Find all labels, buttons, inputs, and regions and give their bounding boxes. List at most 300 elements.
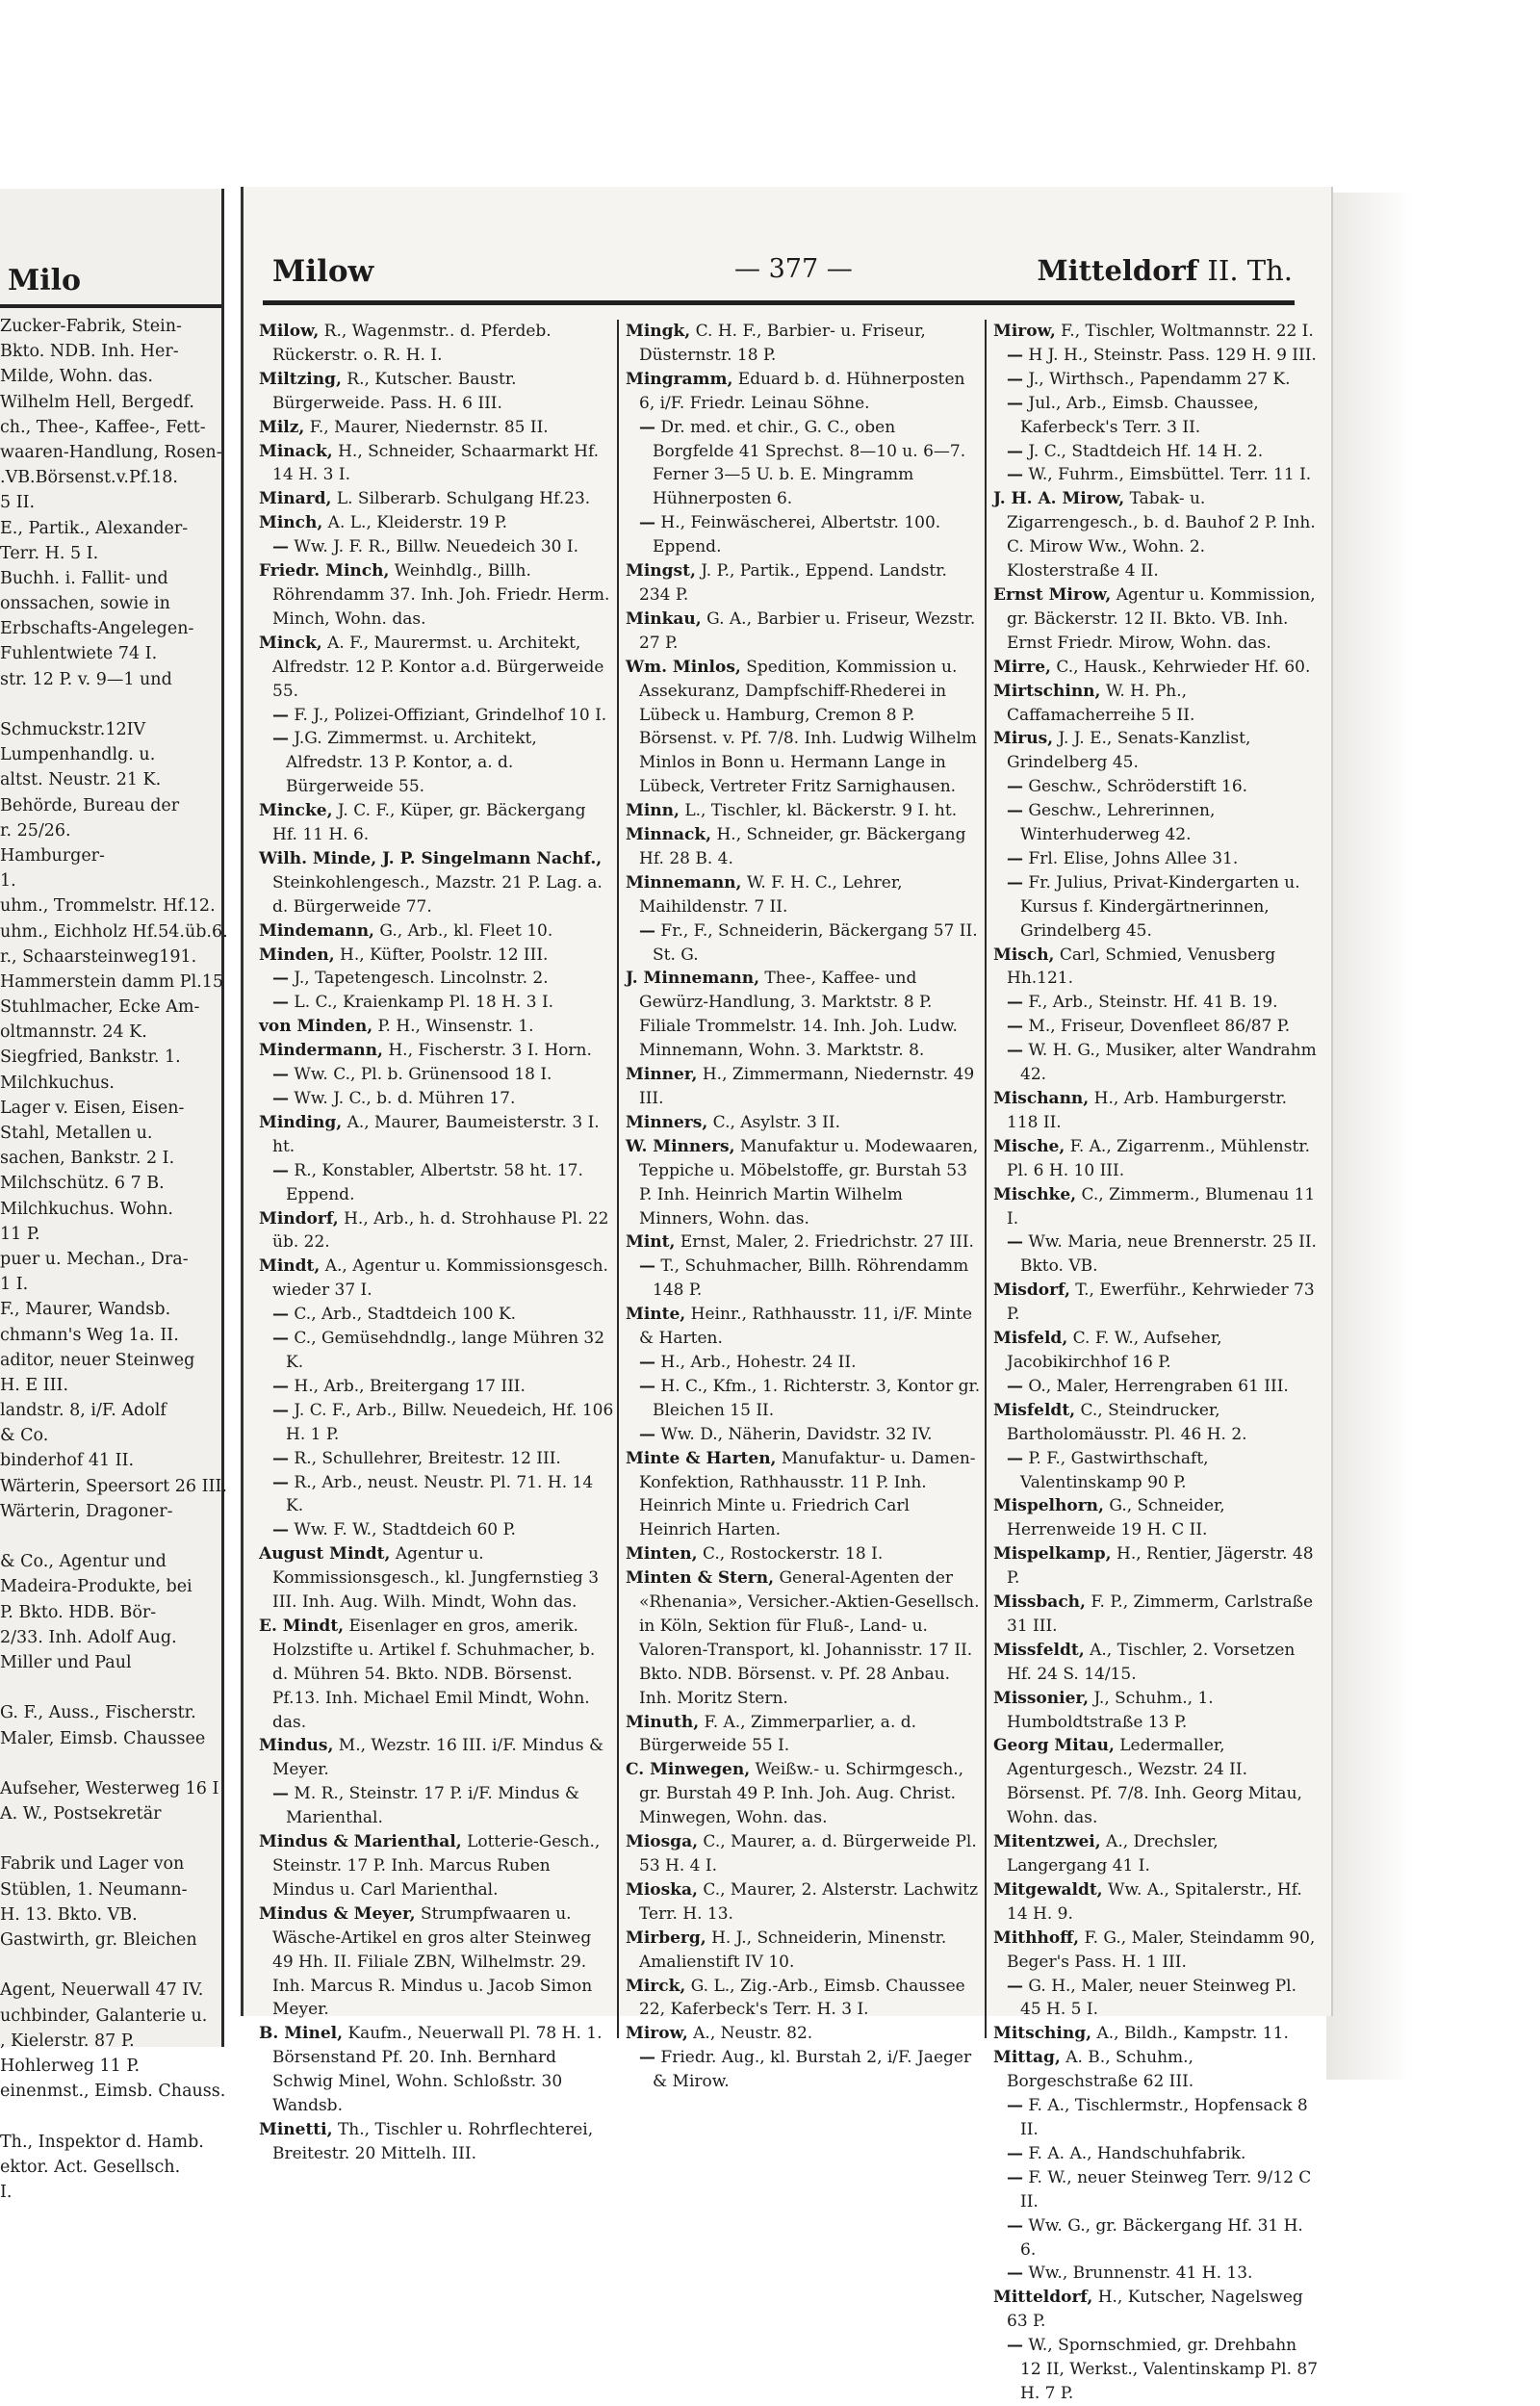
entry-details: C., Asylstr. 3 II. (712, 1112, 841, 1132)
directory-entry (991, 1687, 1319, 1735)
header-first-name: Milow (272, 254, 374, 289)
directory-entry (624, 1135, 982, 1231)
entry-details: G. A., Barbier u. Friseur, Wezstr. 27 P. (639, 608, 976, 653)
entry-details: Th., Tischler u. Rohrflechterei, Breitestr. 20 Mittelh. III. (272, 2119, 594, 2163)
previous-page-line: landstr. 8, i/F. Adolf (0, 1401, 167, 1421)
directory-entry (257, 1375, 615, 1399)
previous-page-line: & Co. (0, 1426, 49, 1446)
entry-name: — (639, 417, 655, 437)
entry-details: Heinr., Rathhausstr. 11, i/F. Minte & Harten. (639, 1305, 973, 1349)
entry-name: — (272, 1448, 289, 1468)
entry-details: Weinhdlg., Billh. Röhrendamm 37. Inh. Joh. Friedr. Herm. Minch, Wohn. das. (272, 561, 610, 629)
entry-details: H., Arb., h. d. Strohhause Pl. 22 üb. 22. (272, 1208, 609, 1253)
entry-details: Manufaktur- u. Damen-Konfektion, Rathhausstr. 11 P. Inh. Heinrich Minte u. Friedrich Carl Heinrich Harten. (639, 1448, 976, 1540)
entry-details: C., Maurer, a. d. Bürgerweide Pl. 53 H. 4 I. (639, 1832, 977, 1876)
previous-page-line (0, 2104, 231, 2129)
directory-entry (257, 967, 615, 991)
entry-details: H. J., Schneiderin, Minenstr. Amalienstift IV 10. (639, 1927, 947, 1972)
entry-details: H., Schneider, gr. Bäckergang Hf. 28 B. 4. (639, 825, 966, 868)
entry-name: Minack, (259, 441, 333, 461)
previous-page-line: Behörde, Bureau der (0, 795, 180, 815)
directory-entry (624, 919, 982, 968)
entry-name: — (1007, 441, 1023, 461)
entry-details: H., Kutscher, Nagelsweg 63 P. (1007, 2288, 1303, 2332)
directory-entry (624, 1255, 982, 1303)
entry-name: Ernst Mirow, (993, 584, 1112, 605)
entry-details: A., Maurer, Baumeisterstr. 3 I. ht. (272, 1112, 600, 1156)
entry-details: H., Arb. Hamburgerstr. 118 II. (1007, 1089, 1288, 1132)
entry-name: Minden, (259, 944, 335, 965)
entry-details: Ww. G., gr. Bäckergang Hf. 31 H. 6. (1020, 2215, 1303, 2260)
previous-page-line: F., Maurer, Wandsb. (0, 1300, 171, 1320)
previous-page-line (0, 692, 231, 717)
previous-page-line: Fabrik und Lager von (0, 1854, 185, 1875)
entry-details: Steinkohlengesch., Mazstr. 21 P. Lag. a. d. Bürgerweide 77. (272, 872, 603, 917)
entry-name: J. Minnemann, (626, 969, 760, 989)
previous-page-line: Milchkuchus. (0, 1073, 115, 1093)
directory-entry (624, 967, 982, 1063)
entry-details: Dr. med. et chir., G. C., oben Borgfelde 41 Sprechst. 8—10 u. 6—7. Ferner 3—5 U. b. E. Mingramm Hühnerposten 6. (653, 417, 966, 509)
entry-name: Misfeld, (993, 1329, 1068, 1349)
directory-entry (624, 1063, 982, 1111)
entry-details: Ernst, Maler, 2. Friedrichstr. 27 III. (680, 1232, 974, 1253)
previous-page-line: 5 II. (0, 493, 36, 513)
entry-details: F. G., Maler, Steindamm 90, Beger's Pass. H. 1 III. (1007, 1927, 1316, 1972)
entry-name: — (272, 705, 289, 725)
directory-entry (991, 1039, 1319, 1087)
directory-entry (991, 1591, 1319, 1639)
column-1 (257, 320, 615, 2166)
directory-entry (257, 1782, 615, 1830)
entry-details: H., Arb., Hohestr. 24 II. (660, 1352, 857, 1372)
previous-page-line: oltmannstr. 24 K. (0, 1022, 147, 1043)
entry-details: C., Hausk., Kehrwieder Hf. 60. (1056, 657, 1311, 677)
previous-page-line: I. (0, 2182, 13, 2202)
previous-page-line: Erbschafts-Angelegen- (0, 619, 194, 639)
entry-name: — (272, 1160, 289, 1180)
entry-details: O., Maler, Herrengraben 61 III. (1028, 1376, 1289, 1396)
directory-entry (257, 727, 615, 799)
column-divider (617, 320, 619, 2038)
entry-name: — (1007, 848, 1023, 868)
directory-entry (624, 320, 982, 368)
entry-details: J., Schuhm., 1. Humboldtstraße 13 P. (1007, 1688, 1214, 1732)
entry-name: — (639, 513, 655, 533)
directory-entry (257, 991, 615, 1015)
entry-name: Minnack, (626, 825, 712, 845)
entry-details: W. H. G., Musiker, alter Wandrahm 42. (1020, 1041, 1317, 1085)
column-2 (624, 320, 982, 2094)
entry-name: Minard, (259, 489, 332, 509)
column-divider (985, 320, 987, 2038)
entry-details: Ledermaller, Agenturgesch., Wezstr. 24 II. Börsenst. Pf. 7/8. Inh. Georg Mitau, Wohn. das. (1007, 1736, 1302, 1828)
entry-details: Ww. A., Spitalerstr., Hf. 14 H. 9. (1007, 1879, 1302, 1924)
entry-name: Mirow, (626, 2024, 688, 2044)
entry-name: Milz, (259, 417, 305, 437)
directory-entry (257, 1615, 615, 1735)
previous-page-line: Wärterin, Dragoner- (0, 1501, 173, 1521)
previous-page-line: 1. (0, 871, 16, 892)
previous-page-line: P. Bkto. HDB. Bör- (0, 1602, 157, 1622)
entry-details: Eduard b. d. Hühnerposten 6, i/F. Friedr. Leinau Söhne. (639, 369, 965, 413)
directory-entry (257, 1830, 615, 1902)
directory-entry (991, 1447, 1319, 1495)
entry-details: Manufaktur u. Modewaaren, Teppiche u. Möbelstoffe, gr. Burstah 53 P. Inh. Heinrich Martin Wilhelm Minners, Wohn. das. (639, 1136, 979, 1229)
directory-entry (991, 1230, 1319, 1279)
entry-details: Friedr. Aug., kl. Burstah 2, i/F. Jaeger & Mirow. (653, 2048, 972, 2092)
entry-details: Thee-, Kaffee- und Gewürz-Handlung, 3. Marktstr. 8 P. Filiale Trommelstr. 14. Inh. Joh. Ludw. Minnemann, Wohn. 3. Marktstr. 8. (639, 969, 958, 1061)
entry-name: Mingk, (626, 322, 691, 341)
entry-name: Minner, (626, 1065, 698, 1085)
directory-entry (991, 680, 1319, 728)
entry-details: C., Gemüsehdndlg., lange Mühren 32 K. (286, 1329, 605, 1372)
directory-entry (624, 608, 982, 656)
directory-entry (257, 1063, 615, 1087)
directory-entry (624, 823, 982, 871)
page-edge (1326, 193, 1413, 2080)
entry-details: Strumpfwaaren u. Wäsche-Artikel en gros alter Steinweg 49 Hh. II. Filiale ZBN, Wilhelmstr. 29. Inh. Marcus R. Mindus u. Jacob Simon Meyer. (272, 1903, 593, 2020)
directory-page (241, 187, 1331, 2403)
entry-name: Mirck, (626, 1976, 686, 1996)
entry-name: Mirberg, (626, 1927, 706, 1948)
page-number: — 377 — (734, 254, 853, 284)
entry-details: C., Steindrucker, Bartholomäusstr. Pl. 46 H. 2. (1007, 1400, 1247, 1444)
entry-details: Ww., Brunnenstr. 41 H. 13. (1028, 2264, 1253, 2284)
directory-entry (257, 1542, 615, 1615)
entry-name: — (1007, 993, 1023, 1013)
entry-name: B. Minel, (259, 2024, 344, 2044)
entry-name: Mispelhorn, (993, 1496, 1104, 1516)
entry-name: Mitteldorf, (993, 2288, 1093, 2308)
entry-name: Mirtschinn, (993, 681, 1101, 701)
directory-entry (624, 1711, 982, 1759)
directory-entry (257, 1303, 615, 1327)
entry-details: M., Friseur, Dovenfleet 86/87 P. (1028, 1017, 1291, 1037)
header-last-name (1038, 254, 1293, 287)
previous-page-line: A. W., Postsekretär (0, 1804, 162, 1824)
entry-name: August Mindt, (259, 1544, 391, 1565)
entry-name: Minuth, (626, 1712, 700, 1732)
directory-entry (991, 1975, 1319, 2023)
entry-name: Miosga, (626, 1832, 699, 1852)
entry-details: Fr., F., Schneiderin, Bäckergang 57 II. St. G. (653, 920, 978, 965)
directory-entry (257, 511, 615, 535)
directory-entry (991, 727, 1319, 775)
entry-name: Mindus & Meyer, (259, 1903, 416, 1924)
entry-name: — (272, 1065, 289, 1085)
entry-name: — (1007, 801, 1023, 821)
entry-details: J. C., Stadtdeich Hf. 14 H. 2. (1028, 441, 1264, 461)
entry-name: — (1007, 1041, 1023, 1061)
previous-page-line: H. 13. Bkto. VB. (0, 1904, 138, 1925)
previous-page-line: Wilhelm Hell, Bergedf. (0, 392, 194, 412)
entry-name: Wm. Minlos, (626, 657, 741, 677)
previous-page-line: einenmst., Eimsb. Chauss. (0, 2082, 226, 2102)
entry-name: Mindemann, (259, 920, 374, 941)
entry-name: Misdorf, (993, 1281, 1070, 1301)
entry-name: E. Mindt, (259, 1616, 345, 1636)
entry-name: Mincke, (259, 801, 333, 821)
previous-page-line: ch., Thee-, Kaffee-, Fett- (0, 417, 206, 437)
entry-details: R., Schullehrer, Breitestr. 12 III. (294, 1448, 561, 1468)
entry-name: — (1007, 1017, 1023, 1037)
directory-entry (991, 463, 1319, 487)
entry-details: General-Agenten der «Rhenania», Versicher.-Aktien-Gesellsch. in Köln, Sektion für Fluß-, Land- u. Valoren-Transport, kl. Johannisstr. 17 II. Bkto. NDB. Börsenst. v. Pf. 28 Anbau. Inh. Moritz Stern. (639, 1568, 980, 1708)
previous-page-line: Milchschütz. 6 7 B. (0, 1174, 165, 1194)
previous-page-line: Milchkuchus. Wohn. (0, 1199, 173, 1219)
previous-page-line: Stüblen, 1. Neumann- (0, 1879, 188, 1900)
entry-name: Minnemann, (626, 872, 742, 893)
entry-name: Miltzing, (259, 369, 342, 389)
entry-name: Mischke, (993, 1184, 1077, 1204)
entry-name: — (1007, 2264, 1023, 2284)
directory-entry (991, 440, 1319, 464)
previous-page-line: , Kielerstr. 87 P. (0, 2031, 135, 2051)
directory-entry (624, 416, 982, 512)
directory-entry (257, 1015, 615, 1039)
directory-entry (991, 2286, 1319, 2334)
entry-name: — (1007, 1448, 1023, 1468)
entry-name: Mindermann, (259, 1041, 383, 1061)
directory-entry (257, 1255, 615, 1303)
directory-entry (991, 2166, 1319, 2214)
entry-name: — (1007, 465, 1023, 485)
entry-details: Ww. J. F. R., Billw. Neuedeich 30 I. (294, 537, 578, 557)
entry-name: Georg Mitau, (993, 1736, 1115, 1756)
entry-details: Carl, Schmied, Venusberg Hh.121. (1007, 944, 1276, 989)
directory-entry (991, 368, 1319, 392)
entry-details: J.G. Zimmermst. u. Architekt, Alfredstr. 13 P. Kontor, a. d. Bürgerweide 55. (286, 729, 537, 797)
entry-name: — (272, 1305, 289, 1325)
previous-page-line (0, 1524, 231, 1549)
entry-details: F. P., Zimmerm, Carlstraße 31 III. (1007, 1592, 1314, 1636)
entry-details: A., Neustr. 82. (693, 2024, 813, 2044)
previous-page-line: 11 P. (0, 1224, 40, 1244)
entry-details: J., Tapetengesch. Lincolnstr. 2. (294, 969, 549, 989)
entry-details: Tabak- u. Zigarrengesch., b. d. Bauhof 2 P. Inh. C. Mirow Ww., Wohn. 2. Klosterstraße 4 II. (1007, 489, 1316, 582)
directory-entry (991, 1399, 1319, 1447)
entry-details: Agentur u. Kommissionsgesch., kl. Jungfernstieg 3 III. Inh. Aug. Wilh. Mindt, Wohn das. (272, 1544, 600, 1613)
entry-name: Mirre, (993, 657, 1051, 677)
previous-page-line: Hamburger- (0, 845, 105, 866)
directory-entry (257, 632, 615, 704)
entry-name: — (1007, 1376, 1023, 1396)
entry-name: — (1007, 872, 1023, 893)
entry-details: C., Zimmerm., Blumenau 11 I. (1007, 1184, 1316, 1229)
entry-name: Minners, (626, 1112, 708, 1132)
directory-entry (624, 1542, 982, 1566)
directory-entry (624, 1830, 982, 1878)
entry-name: — (272, 969, 289, 989)
entry-name: — (272, 1376, 289, 1396)
entry-details: M., Wezstr. 16 III. i/F. Mindus & Meyer. (272, 1736, 604, 1780)
entry-name: Mischann, (993, 1089, 1090, 1108)
entry-name: — (1007, 369, 1023, 389)
directory-entry (991, 775, 1319, 799)
directory-entry (991, 1830, 1319, 1878)
previous-page-line: Stuhlmacher, Ecke Am- (0, 997, 200, 1018)
entry-name: — (272, 993, 289, 1013)
entry-name: Mindus & Marienthal, (259, 1832, 462, 1852)
previous-page-fragment (0, 189, 228, 2202)
directory-entry (624, 2022, 982, 2046)
directory-entry (991, 1927, 1319, 1975)
previous-page-rule (0, 304, 221, 308)
directory-entry (257, 1327, 615, 1375)
previous-page-line: Terr. H. 5 I. (0, 543, 99, 563)
directory-entry (991, 656, 1319, 680)
previous-page-line: Maler, Eimsb. Chaussee (0, 1728, 206, 1748)
entry-name: — (272, 1472, 289, 1492)
entry-name: Minch, (259, 513, 323, 533)
directory-entry (257, 1207, 615, 1255)
entry-name: — (272, 1784, 289, 1804)
entry-details: A. B., Schuhm., Borgeschstraße 62 III. (1007, 2048, 1194, 2092)
entry-details: A., Drechsler, Langergang 41 I. (1007, 1832, 1219, 1876)
directory-entry (257, 1734, 615, 1782)
previous-page-line: Schmuckstr.12IV (0, 720, 146, 739)
entry-details: J. J. E., Senats-Kanzlist, Grindelberg 45. (1007, 729, 1251, 773)
previous-page-line: chmann's Weg 1a. II. (0, 1325, 179, 1345)
entry-details: H., Arb., Breitergang 17 III. (294, 1376, 526, 1396)
entry-details: H., Zimmermann, Niedernstr. 49 III. (639, 1065, 975, 1108)
directory-entry (991, 944, 1319, 992)
entry-details: Frl. Elise, Johns Allee 31. (1028, 848, 1239, 868)
entry-name: — (1007, 1232, 1023, 1253)
directory-entry (257, 1471, 615, 1519)
directory-entry (991, 583, 1319, 656)
previous-page-line: Fuhlentwiete 74 I. (0, 644, 158, 664)
entry-details: G. H., Maler, neuer Steinweg Pl. 45 H. 5 I. (1020, 1976, 1296, 2020)
previous-page-line: 1 I. (0, 1275, 29, 1295)
entry-details: A. F., Maurermst. u. Architekt, Alfredstr. 12 P. Kontor a.d. Bürgerweide 55. (272, 633, 604, 701)
entry-details: P. F., Gastwirthschaft, Valentinskamp 90 P. (1020, 1448, 1209, 1492)
previous-page-line: Agent, Neuerwall 47 IV. (0, 1980, 204, 2001)
previous-page-line: G. F., Auss., Fischerstr. (0, 1703, 196, 1723)
entry-details: Ww. F. W., Stadtdeich 60 P. (294, 1520, 516, 1540)
directory-entry (991, 1087, 1319, 1135)
directory-entry (624, 871, 982, 919)
entry-details: W., Spornschmied, gr. Drehbahn 12 II, Werkst., Valentinskamp Pl. 87 H. 7 P. (1020, 2336, 1319, 2403)
entry-name: Mirow, (993, 322, 1056, 341)
directory-entry (624, 1230, 982, 1255)
entry-details: Ww. D., Näherin, Davidstr. 32 IV. (660, 1424, 933, 1444)
previous-page-line: r., Schaarsteinweg191. (0, 946, 197, 967)
entry-details: Weißw.- u. Schirmgesch., gr. Burstah 49 P. Inh. Joh. Aug. Christ. Minwegen, Wohn. das. (639, 1760, 964, 1828)
previous-page-line (0, 1826, 231, 1851)
directory-entry (991, 2094, 1319, 2142)
directory-entry (257, 1902, 615, 2023)
directory-entry (257, 1447, 615, 1471)
entry-details: F. A. A., Handschuhfabrik. (1028, 2143, 1246, 2163)
previous-page-line: Hohlerweg 11 P. (0, 2056, 141, 2076)
directory-entry (624, 656, 982, 799)
header-rule (263, 300, 1295, 305)
directory-entry (257, 847, 615, 919)
entry-name: Milow, (259, 322, 320, 341)
previous-page-line: 2/33. Inh. Adolf Aug. (0, 1627, 177, 1647)
entry-name: — (639, 1256, 655, 1277)
entry-name: J. H. A. Mirow, (993, 489, 1125, 509)
entry-details: L. Silberarb. Schulgang Hf.23. (336, 489, 591, 509)
entry-details: A., Tischler, 2. Vorsetzen Hf. 24 S. 14/15. (1007, 1640, 1296, 1684)
previous-page-line: Lumpenhandlg. u. (0, 745, 156, 765)
entry-details: H., Fischerstr. 3 I. Horn. (388, 1041, 592, 1061)
directory-entry (257, 1518, 615, 1542)
entry-details: P. H., Winsenstr. 1. (377, 1017, 534, 1037)
previous-page-line (0, 1751, 231, 1776)
directory-entry (624, 2046, 982, 2094)
entry-name: — (1007, 2167, 1023, 2187)
entry-name: Mispelkamp, (993, 1544, 1112, 1565)
directory-entry (624, 1758, 982, 1830)
entry-details: Eisenlager en gros, amerik. Holzstifte u. Artikel f. Schuhmacher, b. d. Mühren 54. Bkto. NDB. Börsenst. Pf.13. Inh. Michael Emil Mindt, Wohn. das. (272, 1616, 596, 1732)
directory-entry (257, 1399, 615, 1447)
entry-name: Missbach, (993, 1592, 1086, 1613)
directory-entry (624, 799, 982, 823)
entry-details: F., Maurer, Niedernstr. 85 II. (309, 417, 549, 437)
entry-name: Misfeldt, (993, 1400, 1076, 1420)
entry-details: F. W., neuer Steinweg Terr. 9/12 C II. (1020, 2167, 1312, 2212)
directory-entry (257, 320, 615, 368)
directory-entry (991, 847, 1319, 871)
directory-entry (991, 1015, 1319, 1039)
directory-entry (991, 2214, 1319, 2263)
entry-details: H., Feinwäscherei, Albertstr. 100. Eppend. (653, 513, 941, 557)
directory-entry (257, 2118, 615, 2166)
entry-name: Wilh. Minde, J. P. Singelmann Nachf., (259, 848, 603, 868)
entry-name: Mithhoff, (993, 1927, 1080, 1948)
directory-entry (991, 991, 1319, 1015)
entry-name: — (272, 1089, 289, 1108)
column-3 (991, 320, 1319, 2406)
directory-entry (991, 392, 1319, 440)
entry-name: — (639, 1352, 655, 1372)
entry-details: Agentur u. Kommission, gr. Bäckerstr. 12 II. Bkto. VB. Inh. Ernst Friedr. Mirow, Wohn. das. (1007, 584, 1316, 653)
previous-page-line: puer u. Mechan., Dra- (0, 1249, 189, 1269)
directory-entry (991, 871, 1319, 944)
entry-details: Kaufm., Neuerwall Pl. 78 H. 1. Börsenstand Pf. 20. Inh. Bernhard Schwig Minel, Wohn. Schloßstr. 30 Wandsb. (272, 2024, 603, 2116)
entry-details: R., Wagenmstr.. d. Pferdeb. Rückerstr. o. R. H. I. (272, 322, 552, 365)
entry-name: — (639, 2048, 655, 2068)
entry-details: J., Wirthsch., Papendamm 27 K. (1028, 369, 1291, 389)
entry-name: Minding, (259, 1112, 343, 1132)
entry-name: Minn, (626, 801, 680, 821)
header-last-name-text: Mitteldorf (1037, 254, 1198, 287)
previous-page-line (0, 1675, 231, 1700)
entry-details: F., Tischler, Woltmannstr. 22 I. (1061, 322, 1314, 341)
entry-details: J. C. F., Küper, gr. Bäckergang Hf. 11 H. 6. (272, 801, 586, 845)
previous-page-line: Aufseher, Westerweg 16 I (0, 1778, 219, 1798)
previous-page-line: Gastwirth, gr. Bleichen (0, 1930, 197, 1950)
directory-entry (991, 1639, 1319, 1687)
directory-entry (624, 1878, 982, 1927)
entry-name: — (272, 1400, 289, 1420)
entry-details: Ww. J. C., b. d. Mühren 17. (294, 1089, 516, 1108)
entry-name: Misch, (993, 944, 1055, 965)
directory-entry (624, 511, 982, 559)
previous-page-line: Lager v. Eisen, Eisen- (0, 1098, 185, 1118)
directory-entry (991, 320, 1319, 344)
directory-entry (257, 440, 615, 488)
entry-name: — (272, 1329, 289, 1349)
header-part: II. Th. (1207, 254, 1293, 287)
previous-page-line: Wärterin, Speersort 26 III. (0, 1476, 227, 1496)
entry-details: T., Ewerführ., Kehrwieder 73 P. (1007, 1281, 1315, 1325)
directory-entry (257, 368, 615, 416)
entry-details: F. A., Zigarrenm., Mühlenstr. Pl. 6 H. 10 III. (1007, 1136, 1310, 1180)
previous-page-line: Th., Inspektor d. Hamb. (0, 2132, 204, 2152)
